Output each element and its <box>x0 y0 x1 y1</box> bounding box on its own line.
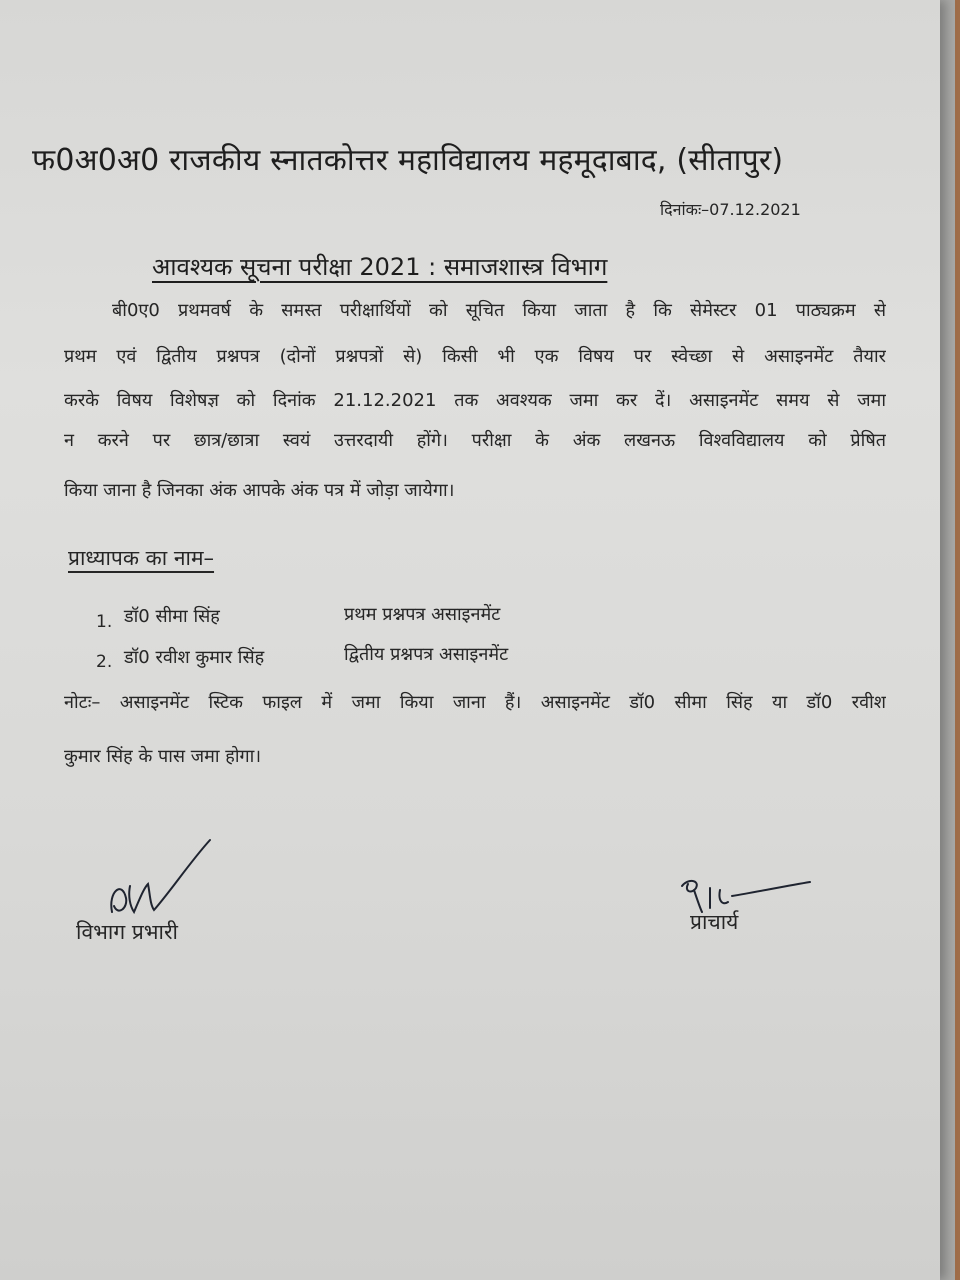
faculty-number: 1. <box>96 612 113 632</box>
body-line: बी0ए0 प्रथमवर्ष के समस्त परीक्षार्थियों को सूचित किया जाता है कि सेमेस्टर 01 पाठ्यक्रम से <box>112 300 886 321</box>
faculty-assignment: प्रथम प्रश्नपत्र असाइनमेंट <box>344 604 501 625</box>
faculty-heading: प्राध्यापक का नाम– <box>68 546 215 570</box>
college-name: फ0अ0अ0 राजकीय स्नातकोत्तर महाविद्यालय महमूदाबाद, (सीतापुर) <box>32 143 784 178</box>
body-line: किया जाना है जिनका अंक आपके अंक पत्र में जोड़ा जायेगा। <box>64 480 455 501</box>
body-line: प्रथम एवं द्वितीय प्रश्नपत्र (दोनों प्रश्नपत्रों से) किसी भी एक विषय पर स्वेच्छा से असाइनमेंट तैयार <box>64 346 886 367</box>
body-line: करके विषय विशेषज्ञ को दिनांक 21.12.2021 तक अवश्यक जमा कर दें। असाइनमेंट समय से जमा <box>64 390 886 411</box>
principal-label: प्राचार्य <box>690 910 739 934</box>
note-line: नोटः– असाइनमेंट स्टिक फाइल में जमा किया जाना हैं। असाइनमेंट डॉ0 सीमा सिंह या डॉ0 रवीश <box>64 692 886 713</box>
faculty-assignment: द्वितीय प्रश्नपत्र असाइनमेंट <box>344 644 509 665</box>
body-line: न करने पर छात्र/छात्रा स्वयं उत्तरदायी होंगे। परीक्षा के अंक लखनऊ विश्वविद्यालय को प्रेषित <box>64 430 886 451</box>
faculty-name: डॉ0 सीमा सिंह <box>124 606 220 627</box>
notice-date: दिनांकः–07.12.2021 <box>660 200 801 219</box>
notice-heading: आवश्यक सूचना परीक्षा 2021 : समाजशास्त्र विभाग <box>152 253 608 281</box>
note-line: कुमार सिंह के पास जमा होगा। <box>64 746 262 767</box>
faculty-name: डॉ0 रवीश कुमार सिंह <box>124 647 265 668</box>
department-incharge-signature <box>100 832 220 928</box>
faculty-number: 2. <box>96 652 113 672</box>
department-incharge-label: विभाग प्रभारी <box>76 920 178 944</box>
